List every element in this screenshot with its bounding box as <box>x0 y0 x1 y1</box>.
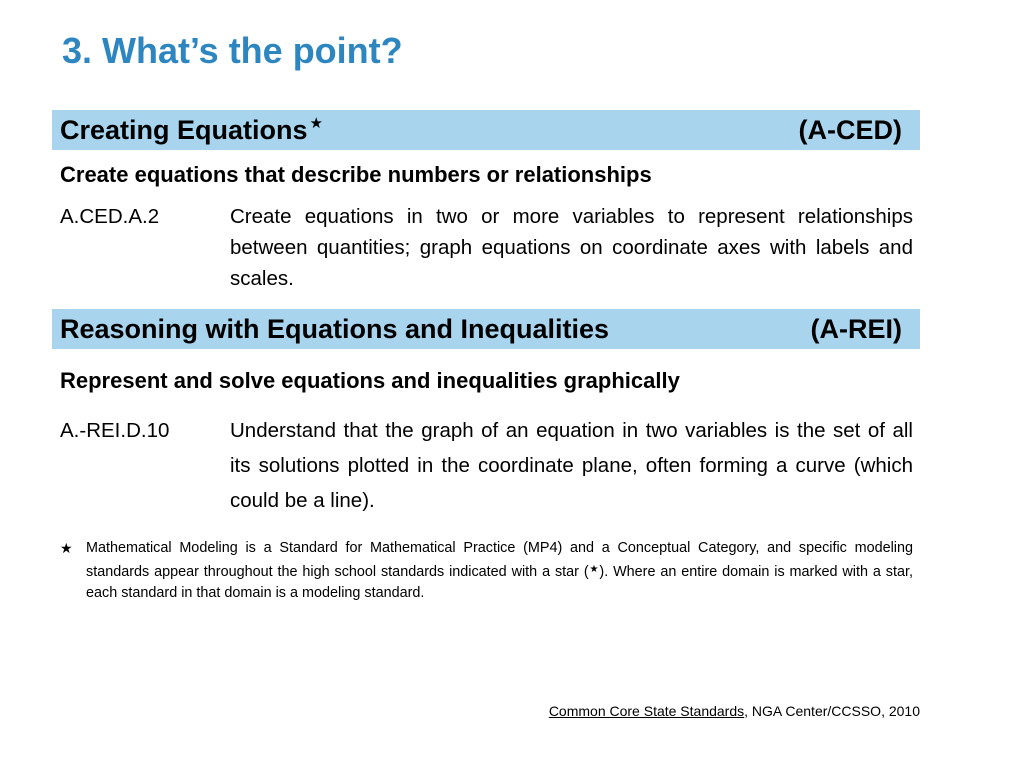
source-link[interactable]: Common Core State Standards <box>548 703 745 719</box>
cluster-heading: Represent and solve equations and inequalities graphically <box>60 368 680 393</box>
section-code: (A-REI) <box>810 313 902 344</box>
source-citation: Common Core State Standards, NGA Center/CCSSO, 2010 <box>548 703 920 719</box>
section-code: (A-CED) <box>798 114 902 145</box>
standard-code: A.CED.A.2 <box>60 205 160 228</box>
standard-description: Understand that the graph of an equation in two variables is the set of all its solutions plotted in the coordinate plane, often forming a curve (which could be a line). <box>230 419 913 512</box>
star-icon: ★ <box>588 564 600 575</box>
section-title: Reasoning with Equations and Inequalities <box>60 313 610 344</box>
footnote-text: Mathematical Modeling is a Standard for Mathematical Practice (MP4) and a Conceptual Category, and specific modeling standards appear throughout the high school standards indicated with a star (★). Where an entire domain is marked with a star, each standard in that domain is a modeling standard. <box>86 540 913 601</box>
section-header-a-ced <box>52 110 920 150</box>
star-icon: ★ <box>60 540 73 556</box>
standard-code: A.-REI.D.10 <box>60 419 170 442</box>
cluster-heading: Create equations that describe numbers or relationships <box>60 162 652 187</box>
standard-row <box>60 413 913 518</box>
standard-description: Create equations in two or more variables to represent relationships between quantities; graph equations on coordinate axes with labels and scales. <box>230 205 913 290</box>
slide-title: 3. What’s the point? <box>62 30 403 71</box>
section-header-a-rei <box>52 309 920 349</box>
section-title: Creating Equations ★ <box>60 115 323 145</box>
footnote <box>60 538 913 604</box>
star-icon: ★ <box>309 115 323 132</box>
standard-row <box>60 201 913 294</box>
